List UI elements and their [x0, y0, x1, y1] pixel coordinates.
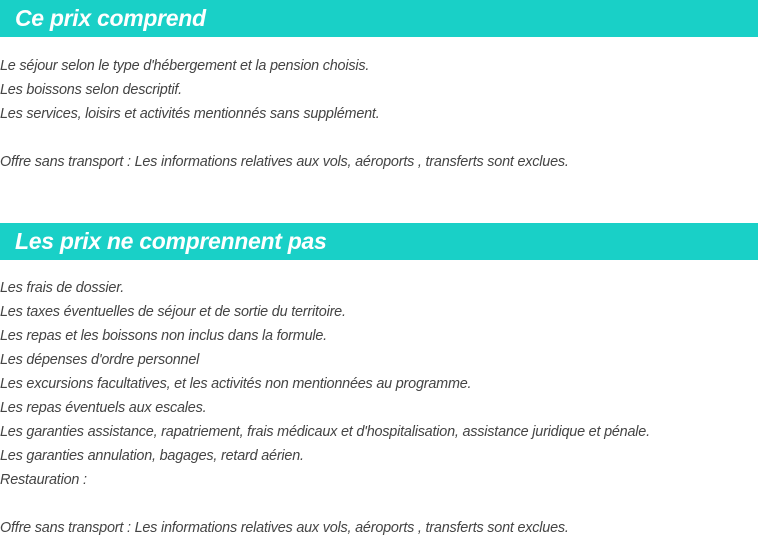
list-item: Restauration : [0, 472, 87, 488]
transport-note: Offre sans transport : Les informations relatives aux vols, aéroports , transferts sont exclues. [0, 154, 569, 170]
list-item: Le séjour selon le type d'hébergement et la pension choisis. [0, 58, 370, 74]
excluded-list [0, 276, 758, 540]
section-header-excluded [0, 223, 758, 260]
section-header-included [0, 0, 758, 37]
list-item: Les taxes éventuelles de séjour et de sortie du territoire. [0, 304, 346, 320]
section-title-included: Ce prix comprend [15, 5, 206, 31]
list-item: Les repas et les boissons non inclus dans la formule. [0, 328, 327, 344]
list-item: Les services, loisirs et activités mentionnés sans supplément. [0, 106, 380, 122]
list-item: Les dépenses d'ordre personnel [0, 352, 200, 368]
list-item: Les frais de dossier. [0, 280, 125, 296]
list-item: Les repas éventuels aux escales. [0, 400, 207, 416]
included-list [0, 54, 758, 174]
list-item: Les excursions facultatives, et les activités non mentionnées au programme. [0, 376, 472, 392]
list-item: Les garanties annulation, bagages, retard aérien. [0, 448, 304, 464]
transport-note: Offre sans transport : Les informations relatives aux vols, aéroports , transferts sont exclues. [0, 520, 569, 536]
section-title-excluded: Les prix ne comprennent pas [15, 228, 327, 254]
list-item: Les garanties assistance, rapatriement, frais médicaux et d'hospitalisation, assistance juridique et pénale. [0, 424, 650, 440]
list-item: Les boissons selon descriptif. [0, 82, 182, 98]
